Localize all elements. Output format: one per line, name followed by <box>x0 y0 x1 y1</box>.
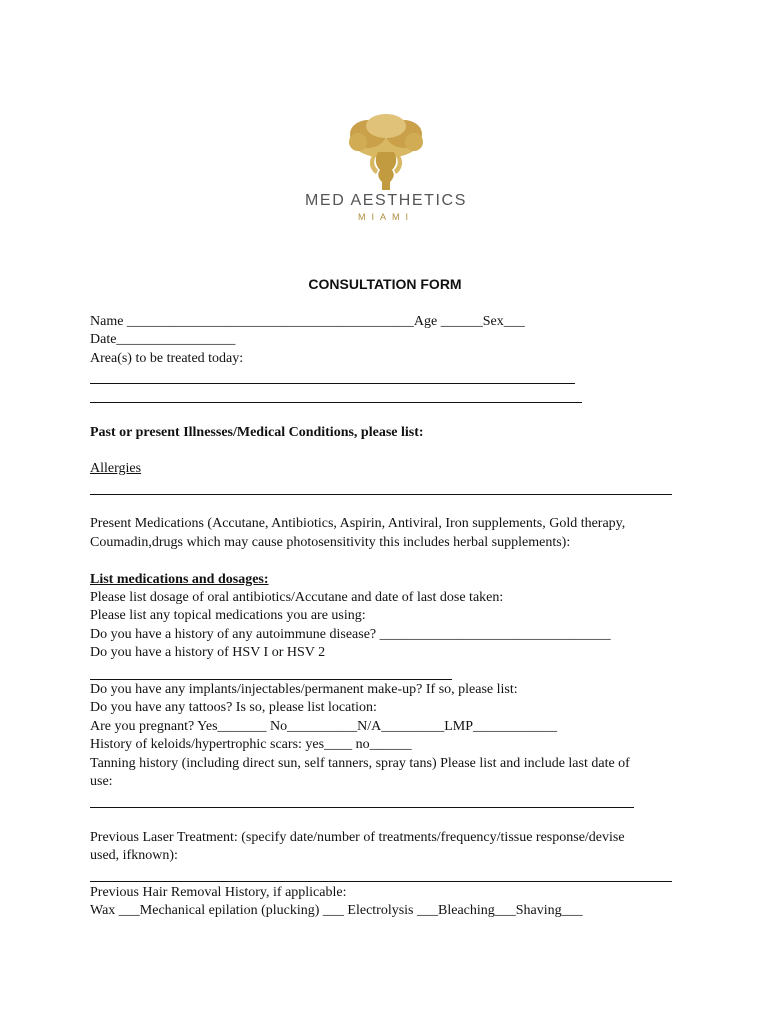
form-title: CONSULTATION FORM <box>308 276 462 292</box>
hsv-question: Do you have a history of HSV I or HSV 2 <box>90 645 326 660</box>
areas-answer-rule-1 <box>90 383 575 384</box>
tattoos-question: Do you have any tattoos? Is so, please list location: <box>90 700 377 715</box>
areas-label: Area(s) to be treated today: <box>90 351 244 366</box>
hair-removal-methods: Wax ___Mechanical epilation (plucking) ___ Electrolysis ___Bleaching___Shaving___ <box>90 903 583 918</box>
laser-answer-rule <box>90 881 672 882</box>
tanning-answer-rule <box>90 807 634 808</box>
laser-treatment-question-2: used, ifknown): <box>90 848 178 863</box>
tanning-question-2: use: <box>90 774 113 789</box>
hair-removal-question: Previous Hair Removal History, if applicable: <box>90 885 347 900</box>
logo <box>298 112 474 232</box>
tanning-question-1: Tanning history (including direct sun, self tanners, spray tans) Please list and include last date of <box>90 756 630 771</box>
implants-question: Do you have any implants/injectables/permanent make-up? If so, please list: <box>90 682 518 697</box>
areas-answer-rule-2 <box>90 402 582 403</box>
brand-name: MED AESTHETICS <box>305 192 467 209</box>
brand-city: MIAMI <box>358 212 414 222</box>
pregnant-question: Are you pregnant? Yes_______ No__________N/A_________LMP____________ <box>90 719 558 734</box>
date-line: Date_________________ <box>90 332 236 347</box>
allergies-answer-rule <box>90 494 672 495</box>
present-medications-text-2: Coumadin,drugs which may cause photosensitivity this includes herbal supplements): <box>90 535 571 550</box>
autoimmune-question: Do you have a history of any autoimmune disease? _________________________________ <box>90 627 611 642</box>
hsv-answer-rule <box>90 679 452 680</box>
past-conditions-heading: Past or present Illnesses/Medical Conditions, please list: <box>90 425 424 440</box>
topical-medications-question: Please list any topical medications you are using: <box>90 608 366 623</box>
keloids-question: History of keloids/hypertrophic scars: yes____ no______ <box>90 737 412 752</box>
oral-dosage-question: Please list dosage of oral antibiotics/Accutane and date of last dose taken: <box>90 590 504 605</box>
tree-face-emblem-icon <box>298 112 474 192</box>
name-age-sex-line: Name _________________________________________Age ______Sex___ <box>90 314 525 329</box>
laser-treatment-question-1: Previous Laser Treatment: (specify date/number of treatments/frequency/tissue response/devise <box>90 830 625 845</box>
present-medications-text-1: Present Medications (Accutane, Antibiotics, Aspirin, Antiviral, Iron supplements, Gold therapy, <box>90 516 626 531</box>
list-medications-heading: List medications and dosages: <box>90 572 269 587</box>
allergies-label: Allergies <box>90 461 142 476</box>
